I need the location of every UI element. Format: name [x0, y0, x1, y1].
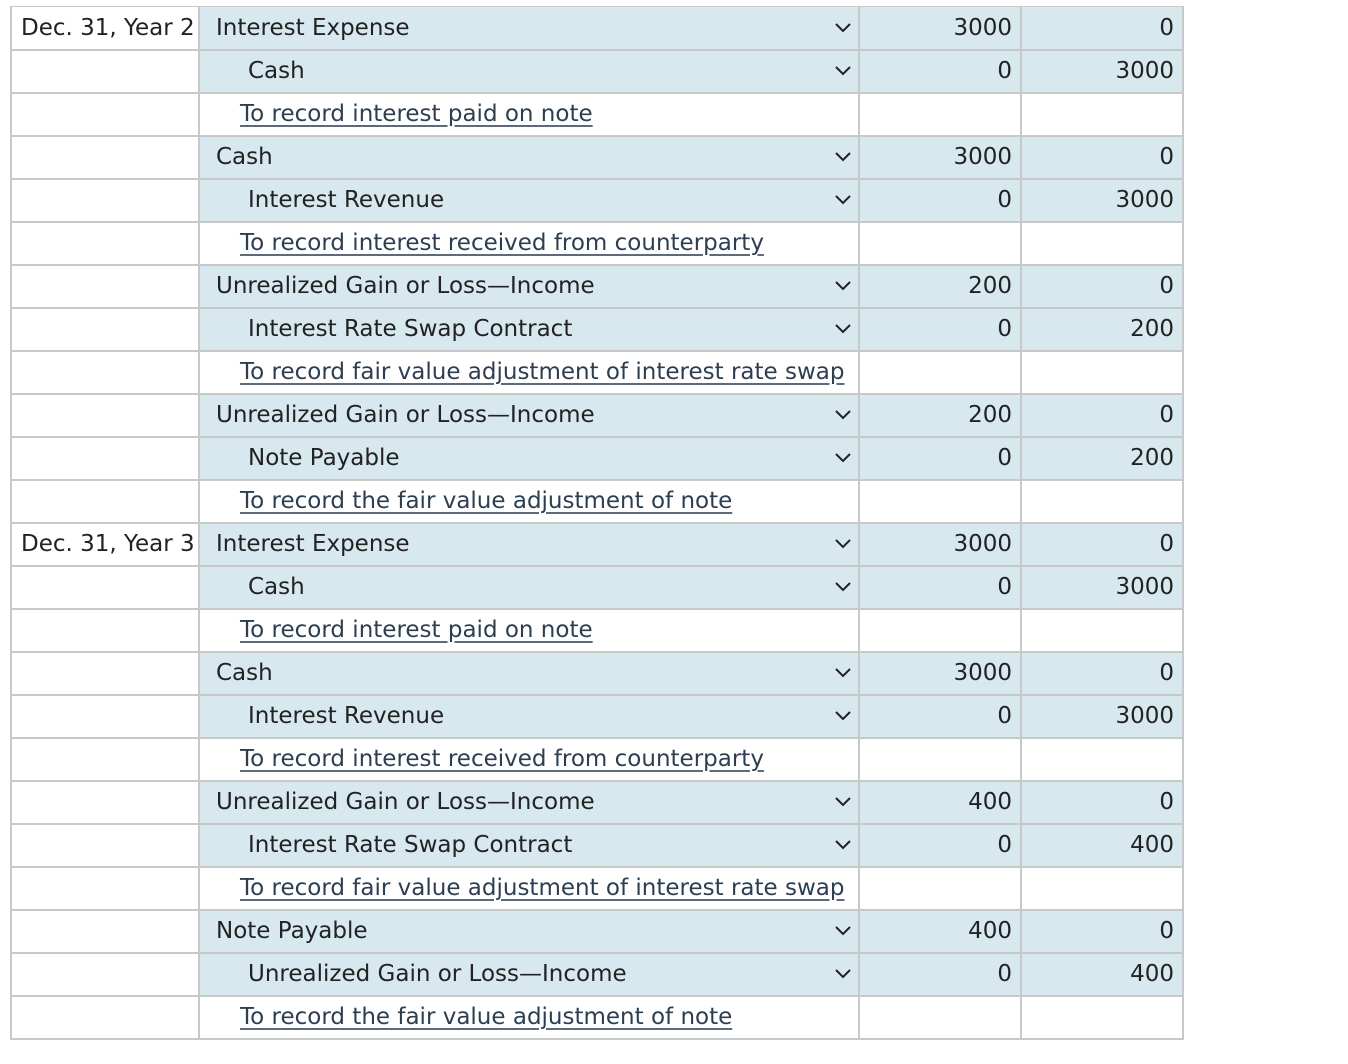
credit-input[interactable]: [1021, 910, 1183, 953]
memo-credit-cell: [1021, 867, 1183, 910]
debit-value: 3000: [953, 531, 1012, 557]
journal-line-row: [11, 7, 1183, 50]
journal-line-row: [11, 824, 1183, 867]
credit-input[interactable]: [1021, 652, 1183, 695]
entry-date-cell: [11, 480, 199, 523]
credit-value: 3000: [1115, 58, 1174, 84]
entry-date-cell: [11, 136, 199, 179]
debit-input[interactable]: [859, 566, 1021, 609]
credit-input[interactable]: [1021, 136, 1183, 179]
memo-debit-cell: [859, 480, 1021, 523]
debit-value: 400: [968, 789, 1012, 815]
entry-memo-link[interactable]: To record interest received from counterparty: [240, 746, 764, 772]
memo-cell: [199, 609, 859, 652]
entry-date-cell: [11, 179, 199, 222]
debit-value: 0: [997, 58, 1012, 84]
account-name: Interest Expense: [216, 531, 410, 557]
memo-credit-cell: [1021, 738, 1183, 781]
memo-credit-cell: [1021, 480, 1183, 523]
debit-input[interactable]: [859, 50, 1021, 93]
chevron-down-icon[interactable]: [832, 963, 854, 985]
account-select-wrap[interactable]: [200, 138, 858, 177]
memo-cell: [199, 351, 859, 394]
account-name: Interest Revenue: [248, 703, 445, 729]
account-select-wrap[interactable]: [200, 912, 858, 951]
credit-value: 3000: [1115, 574, 1174, 600]
journal-memo-row: [11, 867, 1183, 910]
chevron-down-icon[interactable]: [832, 146, 854, 168]
account-name: Note Payable: [248, 445, 400, 471]
credit-value: 0: [1159, 789, 1174, 815]
debit-input[interactable]: [859, 7, 1021, 50]
entry-memo-link[interactable]: To record fair value adjustment of interest rate swap: [240, 875, 845, 901]
credit-value: 400: [1130, 832, 1174, 858]
chevron-down-icon[interactable]: [832, 576, 854, 598]
account-select-wrap[interactable]: [200, 181, 858, 220]
credit-input[interactable]: [1021, 50, 1183, 93]
debit-value: 200: [968, 273, 1012, 299]
chevron-down-icon[interactable]: [832, 834, 854, 856]
account-select[interactable]: [199, 308, 859, 351]
entry-date-cell: [11, 394, 199, 437]
account-select-wrap[interactable]: [200, 826, 858, 865]
debit-value: 0: [997, 187, 1012, 213]
account-name: Interest Rate Swap Contract: [248, 832, 573, 858]
journal-line-row: [11, 652, 1183, 695]
credit-input[interactable]: [1021, 695, 1183, 738]
chevron-down-icon[interactable]: [832, 447, 854, 469]
chevron-down-icon[interactable]: [832, 920, 854, 942]
credit-input[interactable]: [1021, 179, 1183, 222]
account-select-wrap[interactable]: [200, 654, 858, 693]
debit-input[interactable]: [859, 394, 1021, 437]
memo-debit-cell: [859, 738, 1021, 781]
memo-cell: [199, 738, 859, 781]
chevron-down-icon[interactable]: [832, 60, 854, 82]
credit-input[interactable]: [1021, 566, 1183, 609]
account-select[interactable]: [199, 265, 859, 308]
entry-date-cell: [11, 695, 199, 738]
credit-value: 3000: [1115, 187, 1174, 213]
debit-input[interactable]: [859, 523, 1021, 566]
debit-value: 0: [997, 316, 1012, 342]
chevron-down-icon[interactable]: [832, 533, 854, 555]
account-select[interactable]: [199, 50, 859, 93]
journal-entry-table: [10, 6, 1184, 1040]
credit-value: 0: [1159, 273, 1174, 299]
memo-credit-cell: [1021, 351, 1183, 394]
entry-date-cell: [11, 222, 199, 265]
credit-value: 0: [1159, 14, 1174, 41]
entry-date-cell: [11, 609, 199, 652]
credit-input[interactable]: [1021, 7, 1183, 50]
account-select[interactable]: [199, 136, 859, 179]
memo-credit-cell: [1021, 93, 1183, 136]
memo-debit-cell: [859, 351, 1021, 394]
account-select[interactable]: [199, 953, 859, 996]
credit-input[interactable]: [1021, 953, 1183, 996]
account-select[interactable]: [199, 523, 859, 566]
journal-memo-row: [11, 738, 1183, 781]
entry-memo-link[interactable]: To record fair value adjustment of interest rate swap: [240, 359, 845, 385]
credit-value: 400: [1130, 961, 1174, 987]
debit-input[interactable]: [859, 824, 1021, 867]
account-name: Unrealized Gain or Loss—Income: [216, 789, 595, 815]
entry-date-cell: [11, 265, 199, 308]
account-name: Cash: [248, 574, 305, 600]
credit-value: 0: [1159, 144, 1174, 170]
entry-date-cell: [11, 566, 199, 609]
debit-input[interactable]: [859, 265, 1021, 308]
memo-debit-cell: [859, 996, 1021, 1039]
entry-date-cell: Dec. 31, Year 2: [11, 7, 199, 50]
chevron-down-icon[interactable]: [832, 705, 854, 727]
journal-line-row: [11, 308, 1183, 351]
account-select-wrap[interactable]: [200, 697, 858, 736]
chevron-down-icon[interactable]: [832, 275, 854, 297]
debit-value: 0: [997, 574, 1012, 600]
credit-input[interactable]: [1021, 437, 1183, 480]
debit-value: 3000: [953, 660, 1012, 686]
debit-value: 0: [997, 703, 1012, 729]
account-select-wrap[interactable]: [200, 525, 858, 564]
journal-memo-row: [11, 222, 1183, 265]
entry-date-cell: [11, 437, 199, 480]
credit-input[interactable]: [1021, 265, 1183, 308]
credit-value: 0: [1159, 660, 1174, 686]
account-select[interactable]: [199, 179, 859, 222]
memo-cell: [199, 480, 859, 523]
account-select-wrap[interactable]: [200, 310, 858, 349]
journal-memo-row: [11, 93, 1183, 136]
account-select-wrap[interactable]: [200, 783, 858, 822]
journal-line-row: [11, 566, 1183, 609]
account-name: Unrealized Gain or Loss—Income: [216, 402, 595, 428]
journal-line-row: [11, 437, 1183, 480]
entry-date-cell: [11, 308, 199, 351]
debit-input[interactable]: [859, 910, 1021, 953]
account-select-wrap[interactable]: [200, 439, 858, 478]
debit-value: 0: [997, 832, 1012, 858]
memo-cell: [199, 222, 859, 265]
account-name: Unrealized Gain or Loss—Income: [248, 961, 627, 987]
memo-debit-cell: [859, 867, 1021, 910]
memo-cell: [199, 867, 859, 910]
entry-memo-link[interactable]: To record interest paid on note: [240, 617, 593, 643]
entry-date-cell: [11, 867, 199, 910]
memo-cell: [199, 93, 859, 136]
entry-memo-link[interactable]: To record the fair value adjustment of note: [240, 1004, 733, 1030]
account-select[interactable]: [199, 652, 859, 695]
account-select-wrap[interactable]: [200, 52, 858, 91]
account-name: Cash: [216, 144, 273, 170]
entry-memo-link[interactable]: To record the fair value adjustment of note: [240, 488, 733, 514]
debit-value: 3000: [953, 14, 1012, 41]
account-name: Cash: [216, 660, 273, 686]
memo-credit-cell: [1021, 609, 1183, 652]
account-select-wrap[interactable]: [200, 267, 858, 306]
memo-cell: [199, 996, 859, 1039]
credit-value: 3000: [1115, 703, 1174, 729]
account-select[interactable]: [199, 566, 859, 609]
journal-memo-row: [11, 996, 1183, 1039]
journal-line-row: [11, 695, 1183, 738]
journal-line-row: [11, 265, 1183, 308]
account-select-wrap[interactable]: [200, 396, 858, 435]
journal-line-row: [11, 50, 1183, 93]
chevron-down-icon[interactable]: [832, 662, 854, 684]
credit-input[interactable]: [1021, 824, 1183, 867]
debit-value: 0: [997, 961, 1012, 987]
credit-value: 0: [1159, 531, 1174, 557]
debit-input[interactable]: [859, 953, 1021, 996]
journal-entry-body: [11, 7, 1183, 1039]
debit-value: 0: [997, 445, 1012, 471]
account-select[interactable]: [199, 824, 859, 867]
journal-memo-row: [11, 480, 1183, 523]
account-select-wrap[interactable]: [200, 568, 858, 607]
entry-date-cell: [11, 781, 199, 824]
journal-line-row: [11, 179, 1183, 222]
memo-debit-cell: [859, 609, 1021, 652]
journal-line-row: [11, 953, 1183, 996]
credit-input[interactable]: [1021, 781, 1183, 824]
credit-value: 200: [1130, 316, 1174, 342]
account-select[interactable]: [199, 910, 859, 953]
entry-date-cell: [11, 351, 199, 394]
debit-input[interactable]: [859, 179, 1021, 222]
entry-date-cell: Dec. 31, Year 3: [11, 523, 199, 566]
journal-line-row: [11, 136, 1183, 179]
entry-date-cell: [11, 738, 199, 781]
journal-line-row: [11, 394, 1183, 437]
account-name: Interest Revenue: [248, 187, 445, 213]
entry-date-cell: [11, 996, 199, 1039]
credit-value: 0: [1159, 402, 1174, 428]
journal-memo-row: [11, 609, 1183, 652]
account-select[interactable]: [199, 781, 859, 824]
journal-memo-row: [11, 351, 1183, 394]
credit-value: 0: [1159, 918, 1174, 944]
entry-date-cell: [11, 910, 199, 953]
entry-memo-link[interactable]: To record interest paid on note: [240, 101, 593, 127]
debit-input[interactable]: [859, 136, 1021, 179]
chevron-down-icon[interactable]: [832, 318, 854, 340]
account-select[interactable]: [199, 695, 859, 738]
journal-line-row: [11, 523, 1183, 566]
debit-input[interactable]: [859, 652, 1021, 695]
debit-input[interactable]: [859, 781, 1021, 824]
account-select[interactable]: [199, 437, 859, 480]
entry-date-cell: [11, 50, 199, 93]
chevron-down-icon[interactable]: [832, 17, 854, 39]
debit-value: 400: [968, 918, 1012, 944]
debit-input[interactable]: [859, 695, 1021, 738]
account-name: Cash: [248, 58, 305, 84]
journal-line-row: [11, 910, 1183, 953]
credit-value: 200: [1130, 445, 1174, 471]
account-select-wrap[interactable]: [200, 8, 858, 47]
chevron-down-icon[interactable]: [832, 404, 854, 426]
entry-date-cell: [11, 652, 199, 695]
entry-date-cell: [11, 93, 199, 136]
account-select-wrap[interactable]: [200, 955, 858, 994]
entry-memo-link[interactable]: To record interest received from counterparty: [240, 230, 764, 256]
debit-value: 3000: [953, 144, 1012, 170]
chevron-down-icon[interactable]: [832, 791, 854, 813]
account-name: Unrealized Gain or Loss—Income: [216, 273, 595, 299]
entry-date-cell: [11, 824, 199, 867]
account-select[interactable]: [199, 394, 859, 437]
account-name: Interest Expense: [216, 14, 410, 41]
credit-input[interactable]: [1021, 308, 1183, 351]
journal-line-row: [11, 781, 1183, 824]
credit-input[interactable]: [1021, 394, 1183, 437]
account-select[interactable]: [199, 7, 859, 50]
chevron-down-icon[interactable]: [832, 189, 854, 211]
debit-input[interactable]: [859, 437, 1021, 480]
entry-date-cell: [11, 953, 199, 996]
memo-debit-cell: [859, 222, 1021, 265]
memo-credit-cell: [1021, 222, 1183, 265]
credit-input[interactable]: [1021, 523, 1183, 566]
debit-value: 200: [968, 402, 1012, 428]
memo-debit-cell: [859, 93, 1021, 136]
memo-credit-cell: [1021, 996, 1183, 1039]
account-name: Interest Rate Swap Contract: [248, 316, 573, 342]
account-name: Note Payable: [216, 918, 368, 944]
debit-input[interactable]: [859, 308, 1021, 351]
